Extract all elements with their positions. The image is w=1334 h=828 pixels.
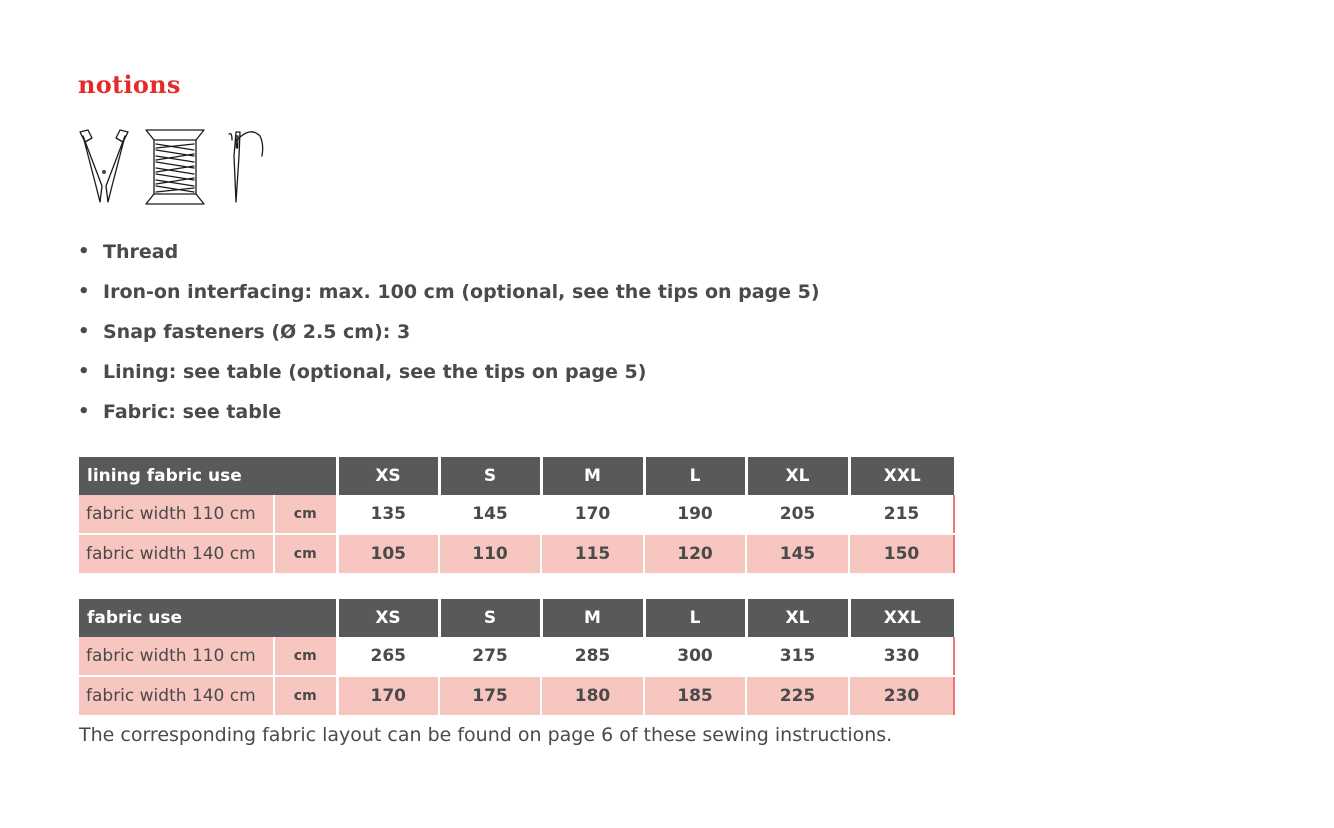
size-header: XS bbox=[337, 457, 439, 495]
row-label: fabric width 140 cm bbox=[79, 534, 274, 573]
needle-icon bbox=[229, 132, 263, 202]
scissors-icon bbox=[80, 130, 128, 202]
table-row bbox=[79, 676, 954, 715]
table-cell: 225 bbox=[746, 676, 849, 715]
table-cell: 120 bbox=[644, 534, 746, 573]
list-item: • Fabric: see table bbox=[78, 396, 820, 436]
size-header: XL bbox=[746, 457, 849, 495]
size-header: L bbox=[644, 599, 746, 637]
table-row bbox=[79, 534, 954, 573]
table-cell: 215 bbox=[849, 495, 954, 534]
table-cell: 145 bbox=[746, 534, 849, 573]
thread-spool-icon bbox=[146, 130, 204, 204]
size-header: XXL bbox=[849, 457, 954, 495]
table-title: fabric use bbox=[79, 599, 337, 637]
unit-label: cm bbox=[274, 495, 337, 534]
table-cell: 300 bbox=[644, 637, 746, 676]
table-cell: 230 bbox=[849, 676, 954, 715]
table-row bbox=[79, 495, 954, 534]
table-cell: 180 bbox=[541, 676, 644, 715]
table-title: lining fabric use bbox=[79, 457, 337, 495]
page-title: notions bbox=[78, 70, 181, 99]
table-cell: 315 bbox=[746, 637, 849, 676]
list-item: • Snap fasteners (Ø 2.5 cm): 3 bbox=[78, 316, 820, 356]
size-header: XXL bbox=[849, 599, 954, 637]
list-item: • Thread bbox=[78, 236, 820, 276]
table-header-row bbox=[79, 599, 954, 637]
table-row bbox=[79, 637, 954, 676]
table-cell: 275 bbox=[439, 637, 541, 676]
size-header: XL bbox=[746, 599, 849, 637]
size-header: M bbox=[541, 457, 644, 495]
table-cell: 170 bbox=[337, 676, 439, 715]
footnote: The corresponding fabric layout can be found on page 6 of these sewing instructions. bbox=[79, 724, 893, 746]
table-header-row bbox=[79, 457, 954, 495]
table-cell: 265 bbox=[337, 637, 439, 676]
table-cell: 110 bbox=[439, 534, 541, 573]
size-header: XS bbox=[337, 599, 439, 637]
unit-label: cm bbox=[274, 637, 337, 676]
table-cell: 285 bbox=[541, 637, 644, 676]
table-cell: 105 bbox=[337, 534, 439, 573]
size-header: M bbox=[541, 599, 644, 637]
row-label: fabric width 110 cm bbox=[79, 495, 274, 534]
table-cell: 185 bbox=[644, 676, 746, 715]
row-label: fabric width 110 cm bbox=[79, 637, 274, 676]
notions-icons bbox=[76, 126, 268, 208]
size-header: L bbox=[644, 457, 746, 495]
size-header: S bbox=[439, 457, 541, 495]
unit-label: cm bbox=[274, 676, 337, 715]
list-item: • Iron-on interfacing: max. 100 cm (optional, see the tips on page 5) bbox=[78, 276, 820, 316]
list-item: • Lining: see table (optional, see the tips on page 5) bbox=[78, 356, 820, 396]
notions-list bbox=[78, 236, 820, 436]
table-cell: 145 bbox=[439, 495, 541, 534]
size-header: S bbox=[439, 599, 541, 637]
row-label: fabric width 140 cm bbox=[79, 676, 274, 715]
table-cell: 175 bbox=[439, 676, 541, 715]
table-cell: 115 bbox=[541, 534, 644, 573]
lining-fabric-table bbox=[79, 457, 955, 573]
table-cell: 135 bbox=[337, 495, 439, 534]
fabric-use-table bbox=[79, 599, 955, 715]
unit-label: cm bbox=[274, 534, 337, 573]
table-cell: 190 bbox=[644, 495, 746, 534]
table-cell: 205 bbox=[746, 495, 849, 534]
table-cell: 330 bbox=[849, 637, 954, 676]
table-cell: 150 bbox=[849, 534, 954, 573]
table-cell: 170 bbox=[541, 495, 644, 534]
